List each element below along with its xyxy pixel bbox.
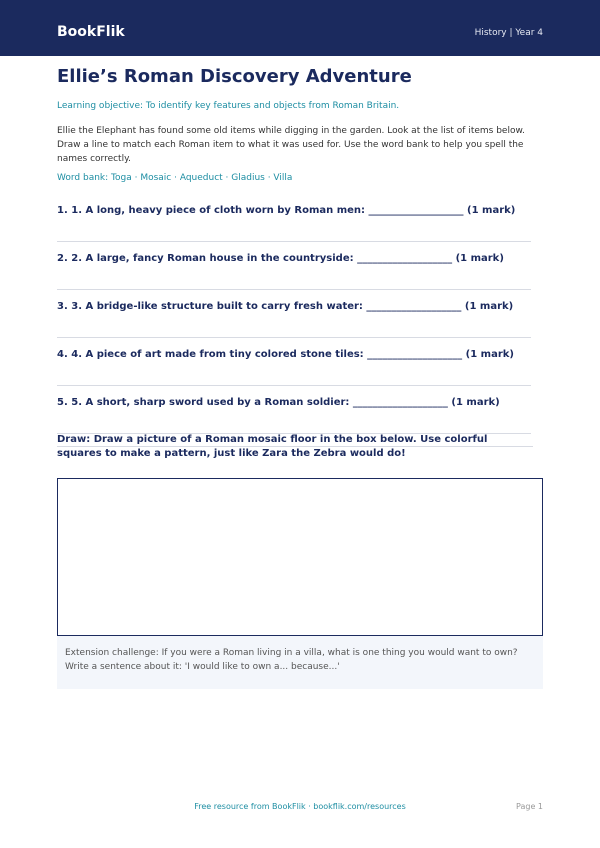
answer-line	[57, 241, 531, 242]
question-2	[57, 252, 531, 290]
question-text: 1. 1. A long, heavy piece of cloth worn by Roman men: ___________________ (1 mark)	[57, 205, 516, 216]
page-number: Page 1	[516, 802, 543, 811]
question-text: 5. 5. A short, sharp sword used by a Roman soldier: ___________________ (1 mark)	[57, 397, 500, 408]
answer-line	[57, 289, 531, 290]
drawing-box[interactable]	[57, 478, 543, 636]
draw-prompt-text: Draw: Draw a picture of a Roman mosaic floor in the box below. Use colorful squares to make a pattern, just like Zara the Zebra would do!	[57, 434, 488, 459]
question-text: 4. 4. A piece of art made from tiny colored stone tiles: ___________________ (1 mark)	[57, 349, 514, 360]
question-5	[57, 396, 531, 434]
footer-resource-link[interactable]: Free resource from BookFlik · bookflik.com/resources	[194, 802, 406, 811]
learning-objective: Learning objective: To identify key features and objects from Roman Britain.	[57, 101, 400, 111]
page-header	[0, 0, 600, 56]
intro-paragraph: Ellie the Elephant has found some old items while digging in the garden. Look at the list of items below. Draw a line to match each Roman item to what it was used for. Use the word bank to help you spell the names correctly.	[57, 126, 525, 164]
question-4	[57, 348, 531, 386]
draw-prompt	[57, 433, 533, 461]
subject-year-label: History | Year 4	[474, 28, 543, 38]
question-text: 2. 2. A large, fancy Roman house in the countryside: ___________________ (1 mark)	[57, 253, 504, 264]
page-title: Ellie’s Roman Discovery Adventure	[57, 66, 412, 87]
question-1	[57, 204, 531, 242]
answer-line	[57, 385, 531, 386]
brand-logo: BookFlik	[57, 24, 125, 40]
question-3	[57, 300, 531, 338]
question-text: 3. 3. A bridge-like structure built to carry fresh water: ___________________ (1 mark)	[57, 301, 514, 312]
answer-line	[57, 337, 531, 338]
extension-challenge: Extension challenge: If you were a Roman living in a villa, what is one thing you would want to own? Write a sentence about it: 'I would like to own a... because...'	[57, 636, 543, 689]
word-bank: Word bank: Toga · Mosaic · Aqueduct · Gladius · Villa	[57, 173, 293, 183]
prompt-underline	[57, 446, 533, 447]
